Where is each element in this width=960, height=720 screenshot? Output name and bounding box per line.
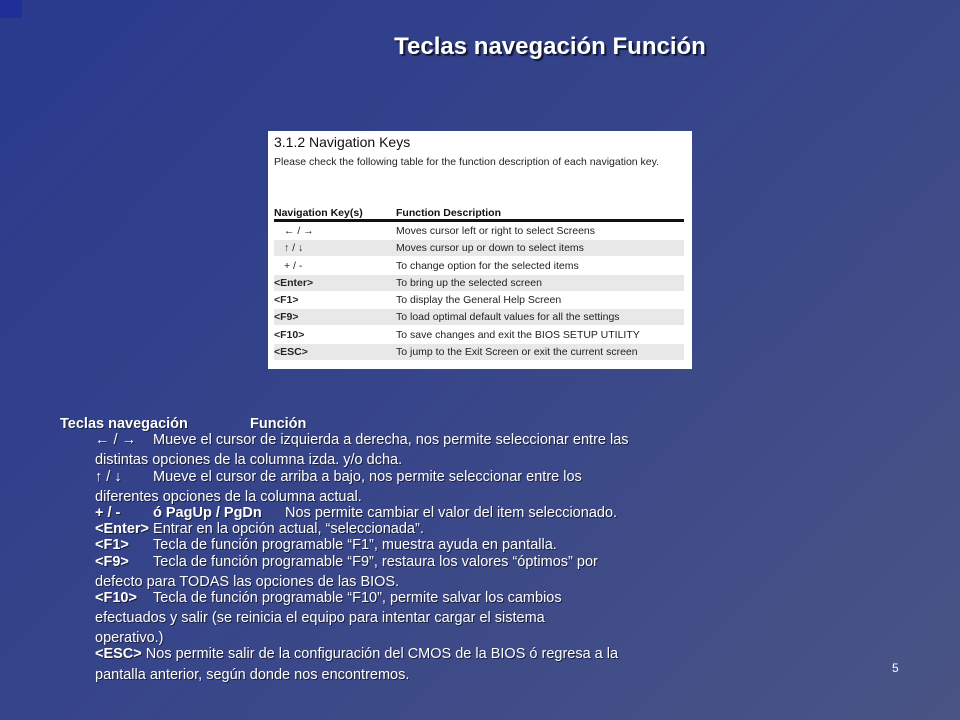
list-item [60,590,780,606]
manual-excerpt-image [268,131,692,369]
manual-col-key: Navigation Key(s) [274,207,363,219]
corner-decoration [0,0,22,18]
list-header [60,416,780,432]
list-item-continuation: diferentes opciones de la columna actual. [95,488,362,505]
manual-row-key: + / - [284,260,303,272]
page-number: 5 [892,661,899,675]
manual-row [274,327,684,343]
list-item [60,521,780,537]
manual-row-key: <F10> [274,329,305,341]
manual-row-desc: To display the General Help Screen [396,294,562,306]
list-item [60,554,780,570]
list-item-continuation: operativo.) [95,630,164,647]
header-function: Función [250,416,307,432]
manual-row [274,292,684,308]
list-item [60,646,780,662]
key-label: <F9> [95,553,129,570]
manual-row [274,258,684,274]
key-label: + / - [95,504,121,521]
manual-header-rule [274,219,684,222]
slide-title: Teclas navegación Función [394,33,706,60]
manual-row-desc: To change option for the selected items [396,260,579,272]
key-label: <F1> [95,537,129,554]
manual-intro: Please check the following table for the function description of each navigation key. [274,156,660,168]
manual-row-desc: To load optimal default values for all the settings [396,311,620,323]
list-item-continuation: defecto para TODAS las opciones de las BIOS. [95,573,400,590]
manual-col-desc: Function Description [396,207,501,219]
manual-row [274,275,684,291]
list-item [60,432,780,448]
manual-row [274,344,684,360]
key-description: Tecla de función programable “F1”, muestra ayuda en pantalla. [153,537,557,554]
key-label: <Enter> [95,521,149,538]
key-label: <ESC> [95,646,142,663]
manual-row-desc: To jump to the Exit Screen or exit the current screen [396,346,638,358]
manual-row-desc: To save changes and exit the BIOS SETUP UTILITY [396,329,640,341]
manual-row [274,223,684,239]
key-description-list [60,416,780,683]
key-description: Nos permite salir de la configuración del CMOS de la BIOS ó regresa a la [145,646,619,663]
manual-row-desc: Moves cursor up or down to select items [396,242,584,254]
key-description: Mueve el cursor de izquierda a derecha, nos permite seleccionar entre las [153,432,629,449]
list-item [60,469,780,485]
list-item-continuation: distintas opciones de la columna izda. y/o dcha. [95,452,403,469]
manual-row [274,309,684,325]
key-label: <F10> [95,589,137,606]
key-description: Entrar en la opción actual, “seleccionada”. [153,521,424,538]
manual-row [274,240,684,256]
key-label: ↑ / ↓ [95,468,122,485]
manual-row-desc: Moves cursor left or right to select Screens [396,225,595,237]
list-item-continuation: pantalla anterior, según donde nos encontremos. [95,666,410,683]
header-keys: Teclas navegación [60,416,188,432]
manual-row-key: ← / → [284,225,314,237]
key-label-alt: ó PagUp / PgDn [153,504,262,521]
manual-row-key: <ESC> [274,346,308,358]
key-description: Tecla de función programable “F9”, restaura los valores “óptimos” por [153,553,598,570]
manual-row-key: <F9> [274,311,299,323]
manual-row-key: <Enter> [274,277,314,289]
key-label: ← / → [95,432,137,449]
manual-row-key: ↑ / ↓ [284,242,304,254]
manual-row-key: <F1> [274,294,299,306]
list-item [60,505,780,521]
key-description: Nos permite cambiar el valor del item seleccionado. [285,504,618,521]
list-item [60,537,780,553]
manual-heading: 3.1.2 Navigation Keys [274,134,411,150]
key-description: Tecla de función programable “F10”, permite salvar los cambios [153,589,562,606]
key-description: Mueve el cursor de arriba a bajo, nos permite seleccionar entre los [153,468,582,485]
list-item-continuation: efectuados y salir (se reinicia el equipo para intentar cargar el sistema [95,610,545,627]
manual-row-desc: To bring up the selected screen [396,277,542,289]
